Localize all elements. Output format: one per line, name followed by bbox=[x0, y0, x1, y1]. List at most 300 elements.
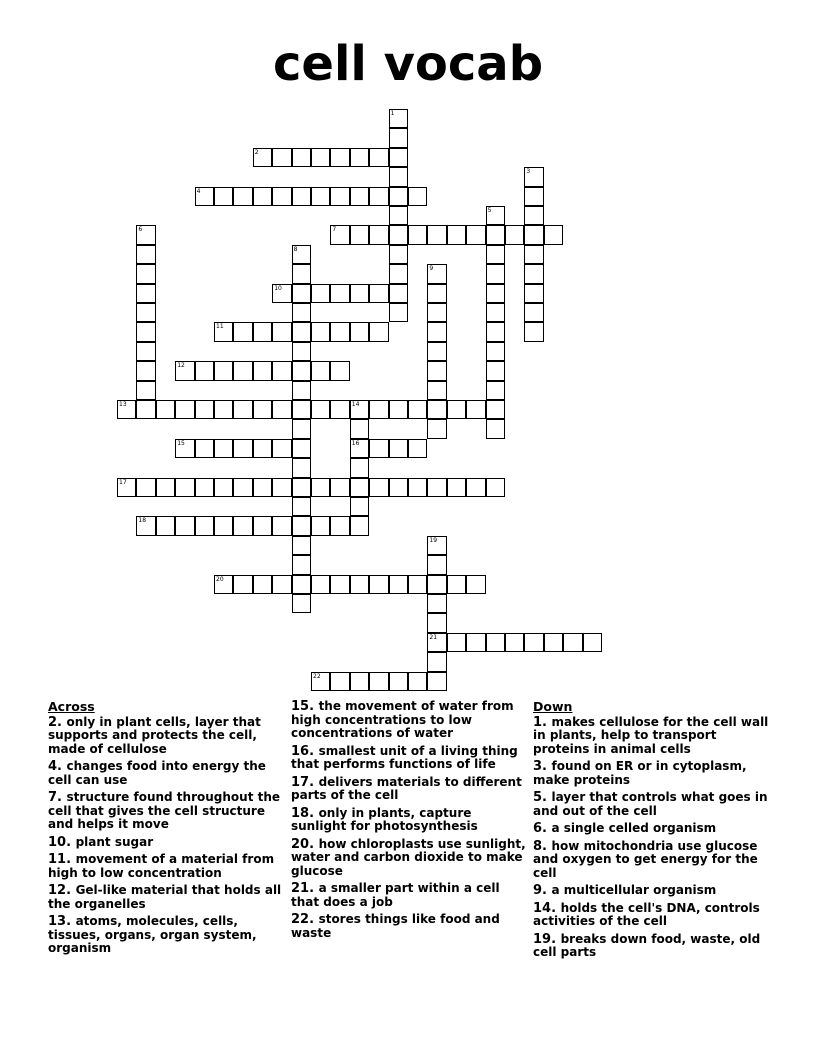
grid-cell[interactable] bbox=[369, 187, 388, 206]
grid-cell[interactable] bbox=[311, 361, 330, 380]
grid-cell[interactable] bbox=[330, 478, 349, 497]
grid-cell[interactable] bbox=[486, 633, 505, 652]
grid-cell[interactable] bbox=[292, 322, 311, 341]
down-clue bbox=[533, 760, 769, 787]
grid-cell[interactable] bbox=[427, 342, 446, 361]
grid-cell[interactable] bbox=[486, 322, 505, 341]
grid-cell[interactable] bbox=[214, 187, 233, 206]
clue-number: 17. bbox=[291, 774, 319, 790]
grid-cell[interactable] bbox=[175, 361, 194, 380]
grid-cell[interactable] bbox=[486, 245, 505, 264]
grid-cell[interactable] bbox=[389, 303, 408, 322]
grid-cell[interactable] bbox=[544, 633, 563, 652]
clue-number: 13. bbox=[48, 914, 76, 929]
grid-cell[interactable] bbox=[389, 284, 408, 303]
grid-cell[interactable] bbox=[447, 478, 466, 497]
clue-text: the movement of water from high concentrations to low concentrations of water bbox=[291, 699, 514, 740]
grid-cell[interactable] bbox=[389, 478, 408, 497]
grid-cell[interactable] bbox=[466, 633, 485, 652]
grid-cell[interactable] bbox=[427, 264, 446, 283]
grid-cell[interactable] bbox=[136, 264, 155, 283]
grid-cell[interactable] bbox=[292, 342, 311, 361]
grid-cell[interactable] bbox=[292, 148, 311, 167]
grid-cell[interactable] bbox=[427, 555, 446, 574]
grid-cell[interactable] bbox=[330, 225, 349, 244]
grid-cell[interactable] bbox=[233, 361, 252, 380]
grid-cell[interactable] bbox=[136, 400, 155, 419]
grid-cell[interactable] bbox=[389, 109, 408, 128]
grid-cell[interactable] bbox=[524, 187, 543, 206]
clue-number: 2. bbox=[48, 714, 67, 730]
clue-text: makes cellulose for the cell wall in plants, help to transport proteins in animal cells bbox=[533, 714, 769, 756]
grid-cell[interactable] bbox=[292, 536, 311, 555]
across-clue bbox=[291, 700, 527, 741]
grid-cell[interactable] bbox=[447, 225, 466, 244]
grid-cell[interactable] bbox=[427, 478, 446, 497]
grid-cell[interactable] bbox=[389, 575, 408, 594]
grid-cell[interactable] bbox=[136, 284, 155, 303]
grid-cell[interactable] bbox=[427, 284, 446, 303]
grid-cell[interactable] bbox=[292, 575, 311, 594]
grid-cell[interactable] bbox=[350, 497, 369, 516]
grid-cell[interactable] bbox=[330, 516, 349, 535]
grid-cell[interactable] bbox=[524, 284, 543, 303]
across-clue bbox=[291, 882, 527, 909]
grid-cell[interactable] bbox=[524, 167, 543, 186]
grid-cell[interactable] bbox=[253, 148, 272, 167]
grid-cell[interactable] bbox=[195, 439, 214, 458]
grid-cell[interactable] bbox=[136, 342, 155, 361]
grid-cell[interactable] bbox=[214, 575, 233, 594]
grid-cell[interactable] bbox=[486, 342, 505, 361]
grid-cell[interactable] bbox=[195, 478, 214, 497]
grid-cell[interactable] bbox=[486, 361, 505, 380]
grid-cell[interactable] bbox=[466, 575, 485, 594]
clue-number: 6. bbox=[533, 821, 552, 836]
cell-number: 14 bbox=[351, 401, 360, 408]
clue-number: 11. bbox=[48, 852, 76, 867]
grid-cell[interactable] bbox=[311, 672, 330, 691]
grid-cell[interactable] bbox=[389, 128, 408, 147]
across-clue bbox=[291, 913, 527, 940]
grid-cell[interactable] bbox=[524, 322, 543, 341]
grid-cell[interactable] bbox=[311, 284, 330, 303]
grid-cell[interactable] bbox=[427, 225, 446, 244]
clue-text: found on ER or in cytoplasm, make proteins bbox=[533, 759, 747, 787]
grid-cell[interactable] bbox=[389, 439, 408, 458]
grid-cell[interactable] bbox=[427, 652, 446, 671]
grid-cell[interactable] bbox=[292, 516, 311, 535]
grid-cell[interactable] bbox=[369, 439, 388, 458]
clue-text: delivers materials to different parts of the cell bbox=[291, 774, 522, 802]
grid-cell[interactable] bbox=[427, 633, 446, 652]
clue-number: 16. bbox=[291, 743, 319, 759]
grid-cell[interactable] bbox=[466, 478, 485, 497]
grid-cell[interactable] bbox=[427, 381, 446, 400]
grid-cell[interactable] bbox=[330, 672, 349, 691]
down-clue bbox=[533, 884, 769, 898]
cell-number: 2 bbox=[254, 148, 259, 156]
grid-cell[interactable] bbox=[272, 148, 291, 167]
grid-cell[interactable] bbox=[427, 419, 446, 438]
cell-number: 1 bbox=[390, 110, 395, 117]
grid-cell[interactable] bbox=[253, 516, 272, 535]
clue-number: 1. bbox=[533, 714, 552, 730]
clue-number: 15. bbox=[291, 699, 319, 714]
grid-cell[interactable] bbox=[136, 361, 155, 380]
grid-cell[interactable] bbox=[272, 187, 291, 206]
grid-cell[interactable] bbox=[330, 148, 349, 167]
grid-cell[interactable] bbox=[350, 148, 369, 167]
grid-cell[interactable] bbox=[272, 400, 291, 419]
grid-cell[interactable] bbox=[427, 322, 446, 341]
grid-cell[interactable] bbox=[195, 400, 214, 419]
grid-cell[interactable] bbox=[350, 672, 369, 691]
grid-cell[interactable] bbox=[253, 400, 272, 419]
grid-cell[interactable] bbox=[117, 478, 136, 497]
grid-cell[interactable] bbox=[292, 478, 311, 497]
grid-cell[interactable] bbox=[292, 594, 311, 613]
grid-cell[interactable] bbox=[330, 322, 349, 341]
grid-cell[interactable] bbox=[408, 187, 427, 206]
down-clue bbox=[533, 716, 769, 757]
cell-number: 19 bbox=[429, 536, 438, 544]
across-heading: Across bbox=[48, 699, 95, 714]
across-clue bbox=[291, 776, 527, 803]
cell-number: 11 bbox=[216, 323, 224, 331]
grid-cell[interactable] bbox=[505, 225, 524, 244]
grid-cell[interactable] bbox=[447, 633, 466, 652]
grid-cell[interactable] bbox=[292, 284, 311, 303]
grid-cell[interactable] bbox=[136, 225, 155, 244]
across-clue bbox=[48, 853, 284, 880]
grid-cell[interactable] bbox=[350, 575, 369, 594]
across-clue bbox=[48, 791, 284, 832]
grid-cell[interactable] bbox=[486, 206, 505, 225]
grid-cell[interactable] bbox=[311, 400, 330, 419]
grid-cell[interactable] bbox=[389, 264, 408, 283]
across-clues-col2 bbox=[291, 700, 527, 944]
grid-cell[interactable] bbox=[253, 361, 272, 380]
grid-cell[interactable] bbox=[233, 400, 252, 419]
clue-text: atoms, molecules, cells, tissues, organs, organ system, organism bbox=[48, 914, 257, 955]
grid-cell[interactable] bbox=[408, 478, 427, 497]
grid-cell[interactable] bbox=[311, 575, 330, 594]
grid-cell[interactable] bbox=[233, 516, 252, 535]
cell-number: 22 bbox=[313, 672, 321, 680]
grid-cell[interactable] bbox=[350, 439, 369, 458]
grid-cell[interactable] bbox=[486, 400, 505, 419]
grid-cell[interactable] bbox=[389, 167, 408, 186]
grid-cell[interactable] bbox=[350, 478, 369, 497]
grid-cell[interactable] bbox=[427, 613, 446, 632]
grid-cell[interactable] bbox=[136, 303, 155, 322]
cell-number: 8 bbox=[293, 245, 298, 253]
cell-number: 5 bbox=[487, 207, 492, 214]
grid-cell[interactable] bbox=[292, 555, 311, 574]
grid-cell[interactable] bbox=[253, 575, 272, 594]
grid-cell[interactable] bbox=[408, 439, 427, 458]
grid-cell[interactable] bbox=[292, 245, 311, 264]
cell-number: 15 bbox=[177, 439, 185, 447]
clue-text: how chloroplasts use sunlight, water and carbon dioxide to make glucose bbox=[291, 836, 526, 878]
grid-cell[interactable] bbox=[486, 381, 505, 400]
grid-cell[interactable] bbox=[524, 633, 543, 652]
grid-cell[interactable] bbox=[563, 633, 582, 652]
grid-cell[interactable] bbox=[369, 322, 388, 341]
grid-cell[interactable] bbox=[369, 575, 388, 594]
grid-cell[interactable] bbox=[311, 478, 330, 497]
grid-cell[interactable] bbox=[466, 400, 485, 419]
grid-cell[interactable] bbox=[330, 400, 349, 419]
clue-number: 14. bbox=[533, 900, 561, 916]
grid-cell[interactable] bbox=[389, 400, 408, 419]
grid-cell[interactable] bbox=[136, 322, 155, 341]
grid-cell[interactable] bbox=[214, 478, 233, 497]
grid-cell[interactable] bbox=[369, 478, 388, 497]
grid-cell[interactable] bbox=[350, 400, 369, 419]
grid-cell[interactable] bbox=[350, 284, 369, 303]
grid-cell[interactable] bbox=[311, 516, 330, 535]
grid-cell[interactable] bbox=[330, 575, 349, 594]
grid-cell[interactable] bbox=[369, 148, 388, 167]
grid-cell[interactable] bbox=[136, 478, 155, 497]
grid-cell[interactable] bbox=[292, 187, 311, 206]
grid-cell[interactable] bbox=[544, 225, 563, 244]
grid-cell[interactable] bbox=[524, 225, 543, 244]
grid-cell[interactable] bbox=[253, 439, 272, 458]
clue-text: how mitochondria use glucose and oxygen to get energy for the cell bbox=[533, 838, 758, 880]
grid-cell[interactable] bbox=[233, 439, 252, 458]
grid-cell[interactable] bbox=[408, 672, 427, 691]
across-clue bbox=[291, 807, 527, 834]
grid-cell[interactable] bbox=[427, 575, 446, 594]
clue-text: only in plant cells, layer that supports and protects the cell, made of cellulose bbox=[48, 714, 261, 756]
grid-cell[interactable] bbox=[292, 497, 311, 516]
grid-cell[interactable] bbox=[350, 187, 369, 206]
grid-cell[interactable] bbox=[292, 400, 311, 419]
grid-cell[interactable] bbox=[350, 458, 369, 477]
grid-cell[interactable] bbox=[156, 478, 175, 497]
grid-cell[interactable] bbox=[389, 225, 408, 244]
cell-number: 3 bbox=[526, 168, 531, 176]
grid-cell[interactable] bbox=[175, 516, 194, 535]
grid-cell[interactable] bbox=[447, 400, 466, 419]
down-clue bbox=[533, 791, 769, 818]
down-clue bbox=[533, 933, 769, 960]
clue-number: 22. bbox=[291, 912, 319, 927]
grid-cell[interactable] bbox=[486, 478, 505, 497]
grid-cell[interactable] bbox=[330, 361, 349, 380]
grid-cell[interactable] bbox=[524, 303, 543, 322]
grid-cell[interactable] bbox=[292, 264, 311, 283]
grid-cell[interactable] bbox=[350, 516, 369, 535]
across-clue bbox=[291, 838, 527, 879]
cell-number: 7 bbox=[332, 226, 337, 234]
grid-cell[interactable] bbox=[272, 439, 291, 458]
down-clue bbox=[533, 902, 769, 929]
grid-cell[interactable] bbox=[117, 400, 136, 419]
across-clue bbox=[48, 760, 284, 787]
across-clue bbox=[48, 884, 284, 911]
clue-number: 10. bbox=[48, 834, 76, 850]
grid-cell[interactable] bbox=[253, 322, 272, 341]
grid-cell[interactable] bbox=[292, 303, 311, 322]
clue-number: 21. bbox=[291, 881, 319, 896]
across-clue bbox=[48, 915, 284, 956]
grid-cell[interactable] bbox=[427, 303, 446, 322]
grid-cell[interactable] bbox=[330, 284, 349, 303]
grid-cell[interactable] bbox=[214, 400, 233, 419]
grid-cell[interactable] bbox=[408, 400, 427, 419]
grid-cell[interactable] bbox=[427, 400, 446, 419]
grid-cell[interactable] bbox=[253, 478, 272, 497]
grid-cell[interactable] bbox=[389, 672, 408, 691]
across-clue bbox=[48, 716, 284, 757]
across-clues-col1 bbox=[48, 700, 284, 960]
grid-cell[interactable] bbox=[292, 419, 311, 438]
grid-cell[interactable] bbox=[369, 225, 388, 244]
grid-cell[interactable] bbox=[330, 187, 349, 206]
grid-cell[interactable] bbox=[292, 439, 311, 458]
cell-number: 18 bbox=[138, 517, 147, 525]
grid-cell[interactable] bbox=[408, 575, 427, 594]
grid-cell[interactable] bbox=[389, 148, 408, 167]
grid-cell[interactable] bbox=[292, 458, 311, 477]
grid-cell[interactable] bbox=[253, 187, 272, 206]
clue-text: plant sugar bbox=[75, 834, 154, 849]
grid-cell[interactable] bbox=[350, 419, 369, 438]
grid-cell[interactable] bbox=[427, 594, 446, 613]
grid-cell[interactable] bbox=[233, 478, 252, 497]
grid-cell[interactable] bbox=[136, 381, 155, 400]
cell-number: 17 bbox=[119, 478, 127, 486]
clue-number: 19. bbox=[533, 931, 561, 947]
grid-cell[interactable] bbox=[195, 187, 214, 206]
grid-cell[interactable] bbox=[175, 400, 194, 419]
grid-cell[interactable] bbox=[195, 516, 214, 535]
grid-cell[interactable] bbox=[486, 225, 505, 244]
cell-number: 10 bbox=[274, 284, 282, 292]
grid-cell[interactable] bbox=[524, 206, 543, 225]
grid-cell[interactable] bbox=[156, 400, 175, 419]
clue-text: structure found throughout the cell that gives the cell structure and helps it move bbox=[48, 790, 281, 831]
down-clues-col bbox=[533, 700, 769, 964]
grid-cell[interactable] bbox=[136, 245, 155, 264]
grid-cell[interactable] bbox=[214, 439, 233, 458]
clue-text: a smaller part within a cell that does a job bbox=[291, 881, 500, 909]
clue-number: 9. bbox=[533, 883, 552, 898]
cell-number: 6 bbox=[138, 226, 143, 234]
clue-number: 4. bbox=[48, 759, 67, 774]
grid-cell[interactable] bbox=[311, 187, 330, 206]
grid-cell[interactable] bbox=[486, 284, 505, 303]
grid-cell[interactable] bbox=[311, 322, 330, 341]
grid-cell[interactable] bbox=[214, 361, 233, 380]
clue-text: breaks down food, waste, old cell parts bbox=[533, 931, 761, 959]
grid-cell[interactable] bbox=[292, 381, 311, 400]
clue-text: Gel-like material that holds all the organelles bbox=[48, 883, 282, 911]
across-clue bbox=[48, 836, 284, 850]
grid-cell[interactable] bbox=[214, 322, 233, 341]
grid-cell[interactable] bbox=[272, 322, 291, 341]
clue-number: 18. bbox=[291, 805, 319, 821]
grid-cell[interactable] bbox=[466, 225, 485, 244]
down-clue bbox=[533, 840, 769, 881]
grid-cell[interactable] bbox=[350, 225, 369, 244]
grid-cell[interactable] bbox=[486, 303, 505, 322]
grid-cell[interactable] bbox=[369, 672, 388, 691]
grid-cell[interactable] bbox=[272, 575, 291, 594]
grid-cell[interactable] bbox=[583, 633, 602, 652]
grid-cell[interactable] bbox=[233, 575, 252, 594]
grid-cell[interactable] bbox=[233, 187, 252, 206]
grid-cell[interactable] bbox=[272, 361, 291, 380]
grid-cell[interactable] bbox=[408, 225, 427, 244]
grid-cell[interactable] bbox=[272, 516, 291, 535]
grid-cell[interactable] bbox=[369, 400, 388, 419]
grid-cell[interactable] bbox=[311, 148, 330, 167]
grid-cell[interactable] bbox=[156, 516, 175, 535]
grid-cell[interactable] bbox=[369, 284, 388, 303]
clue-number: 20. bbox=[291, 836, 319, 852]
grid-cell[interactable] bbox=[292, 361, 311, 380]
clue-text: movement of a material from high to low concentration bbox=[48, 852, 275, 880]
grid-cell[interactable] bbox=[505, 633, 524, 652]
cell-number: 16 bbox=[351, 439, 360, 447]
grid-cell[interactable] bbox=[427, 672, 446, 691]
cell-number: 12 bbox=[177, 362, 185, 370]
grid-cell[interactable] bbox=[524, 245, 543, 264]
grid-cell[interactable] bbox=[447, 575, 466, 594]
cell-number: 9 bbox=[429, 265, 434, 273]
cell-number: 21 bbox=[429, 633, 438, 641]
clue-number: 7. bbox=[48, 790, 67, 805]
cell-number: 20 bbox=[216, 575, 224, 583]
grid-cell[interactable] bbox=[486, 264, 505, 283]
grid-cell[interactable] bbox=[214, 516, 233, 535]
grid-cell[interactable] bbox=[389, 206, 408, 225]
clue-text: holds the cell's DNA, controls activities of the cell bbox=[533, 900, 760, 928]
grid-cell[interactable] bbox=[427, 536, 446, 555]
across-clue bbox=[291, 745, 527, 772]
clue-number: 3. bbox=[533, 759, 552, 774]
grid-cell[interactable] bbox=[175, 439, 194, 458]
grid-cell[interactable] bbox=[389, 245, 408, 264]
grid-cell[interactable] bbox=[195, 361, 214, 380]
grid-cell[interactable] bbox=[524, 264, 543, 283]
clue-text: only in plants, capture sunlight for photosynthesis bbox=[291, 805, 478, 833]
grid-cell[interactable] bbox=[233, 322, 252, 341]
clue-text: a multicellular organism bbox=[551, 883, 717, 897]
clue-number: 5. bbox=[533, 790, 552, 805]
grid-cell[interactable] bbox=[272, 284, 291, 303]
grid-cell[interactable] bbox=[175, 478, 194, 497]
clue-number: 8. bbox=[533, 838, 552, 854]
grid-cell[interactable] bbox=[486, 419, 505, 438]
grid-cell[interactable] bbox=[272, 478, 291, 497]
grid-cell[interactable] bbox=[350, 322, 369, 341]
grid-cell[interactable] bbox=[389, 187, 408, 206]
clue-text: layer that controls what goes in and out of the cell bbox=[533, 790, 768, 818]
puzzle-title: cell vocab bbox=[272, 36, 544, 92]
grid-cell[interactable] bbox=[136, 516, 155, 535]
cell-number: 13 bbox=[119, 401, 127, 408]
grid-cell[interactable] bbox=[427, 361, 446, 380]
clue-text: smallest unit of a living thing that performs functions of life bbox=[291, 743, 518, 771]
down-heading: Down bbox=[533, 699, 573, 714]
clue-number: 12. bbox=[48, 883, 76, 898]
